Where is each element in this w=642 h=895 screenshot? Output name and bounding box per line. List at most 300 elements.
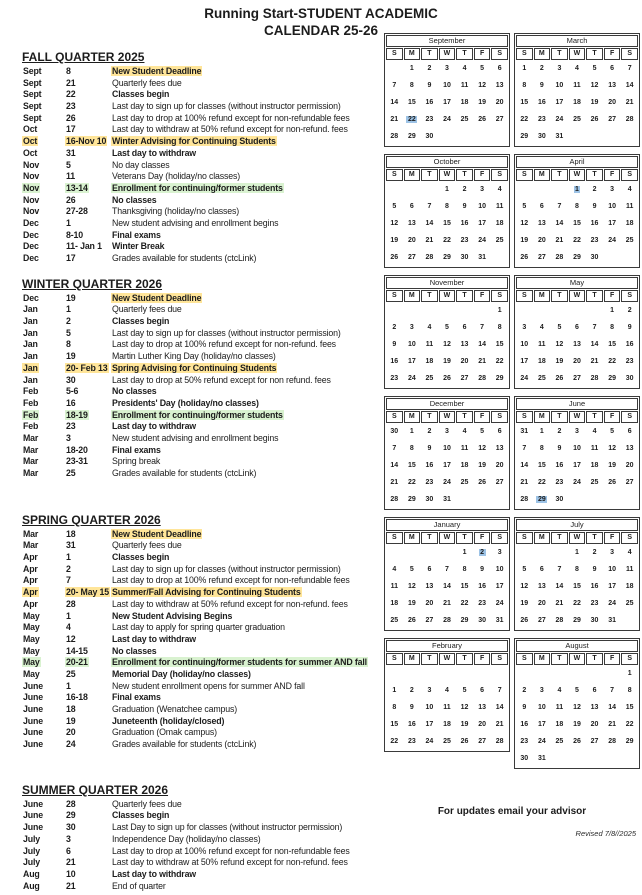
date-cell xyxy=(439,613,456,629)
date-cell xyxy=(491,233,508,249)
event-description-text: Winter Advising for Continuing Students xyxy=(112,136,276,147)
date-number: 11 xyxy=(573,82,581,89)
date-number: 20 xyxy=(495,462,504,469)
event-date-text: 2 xyxy=(66,563,71,574)
event-description-text: Last day to withdraw at 50% refund except for non-refund. fees xyxy=(112,124,348,135)
date-number: 19 xyxy=(443,358,451,365)
date-cell xyxy=(474,129,491,145)
date-number: 25 xyxy=(537,375,546,382)
date-number: 2 xyxy=(427,428,432,435)
date-number: 25 xyxy=(425,375,434,382)
date-cell xyxy=(386,545,403,561)
date-cell xyxy=(456,199,473,215)
date-number: 11 xyxy=(425,341,434,348)
date-cell xyxy=(534,545,551,561)
date-number: 14 xyxy=(520,462,529,469)
date-number: 21 xyxy=(520,479,529,486)
event-month xyxy=(22,669,65,681)
event-month-text: June xyxy=(23,692,43,703)
event-date xyxy=(65,351,111,363)
event-month-text: Feb xyxy=(23,386,39,397)
date-number: 10 xyxy=(478,203,486,210)
calendar-week-row xyxy=(386,717,508,733)
date-cell xyxy=(569,596,586,612)
date-number: 24 xyxy=(537,738,546,745)
event-date-text: 31 xyxy=(66,540,76,551)
date-number: 8 xyxy=(445,203,449,210)
day-header: S xyxy=(516,653,533,665)
event-row xyxy=(22,552,382,564)
date-cell xyxy=(439,666,456,682)
day-header: W xyxy=(569,411,586,423)
event-description-text: New Student Deadline xyxy=(112,66,202,76)
calendar-week-row xyxy=(516,683,638,699)
date-number: 28 xyxy=(495,738,504,745)
day-header: M xyxy=(534,290,551,302)
date-number: 6 xyxy=(539,203,544,210)
quarter-heading: SUMMER QUARTER 2026 xyxy=(22,782,169,797)
date-cell xyxy=(456,303,473,319)
date-cell xyxy=(586,562,603,578)
date-number: 15 xyxy=(390,721,399,728)
date-number: 27 xyxy=(460,375,469,382)
event-date-text: 1 xyxy=(66,304,71,315)
date-cell xyxy=(404,182,421,198)
event-description-text: No day classes xyxy=(112,159,170,170)
date-cell xyxy=(404,475,421,491)
event-row xyxy=(22,810,382,822)
date-cell xyxy=(474,337,491,353)
date-cell xyxy=(421,216,438,232)
date-number: 15 xyxy=(537,462,546,469)
event-description xyxy=(111,456,382,468)
date-cell xyxy=(421,441,438,457)
day-header: W xyxy=(569,532,586,544)
event-date-text: 22 xyxy=(66,89,76,100)
event-month xyxy=(22,810,65,822)
event-description xyxy=(111,540,382,552)
calendar-week-row xyxy=(386,700,508,716)
event-month xyxy=(22,657,65,669)
event-description xyxy=(111,171,382,183)
event-row xyxy=(22,410,382,422)
event-row xyxy=(22,101,382,113)
event-row xyxy=(22,669,382,681)
date-cell xyxy=(474,233,491,249)
date-number: 25 xyxy=(590,479,599,486)
date-cell xyxy=(404,579,421,595)
day-header: F xyxy=(604,411,621,423)
date-cell xyxy=(474,61,491,77)
date-number: 9 xyxy=(557,445,562,452)
date-cell xyxy=(516,475,533,491)
date-number: 10 xyxy=(608,203,616,210)
date-cell xyxy=(421,354,438,370)
date-cell xyxy=(534,216,551,232)
event-month-text: Sept xyxy=(23,89,42,100)
date-number: 16 xyxy=(407,721,416,728)
date-number: 21 xyxy=(478,358,486,365)
date-cell xyxy=(439,182,456,198)
date-cell xyxy=(534,751,551,767)
date-number: 13 xyxy=(407,220,416,227)
event-month xyxy=(22,421,65,433)
date-number: 2 xyxy=(592,549,597,556)
date-cell xyxy=(586,320,603,336)
date-number: 30 xyxy=(390,428,399,435)
date-cell xyxy=(474,424,491,440)
date-cell xyxy=(404,250,421,266)
day-header: S xyxy=(386,169,403,181)
date-cell xyxy=(551,562,568,578)
date-number: 8 xyxy=(575,566,579,573)
day-header: T xyxy=(456,290,473,302)
date-cell xyxy=(456,424,473,440)
day-header: T xyxy=(551,48,568,60)
date-cell xyxy=(456,354,473,370)
date-cell xyxy=(404,441,421,457)
date-cell xyxy=(534,182,551,198)
event-row xyxy=(22,206,382,218)
event-row xyxy=(22,646,382,658)
day-header: T xyxy=(586,169,603,181)
event-date-text: 17 xyxy=(66,253,76,263)
date-number: 19 xyxy=(573,721,581,728)
date-cell xyxy=(474,545,491,561)
date-cell xyxy=(491,129,508,145)
calendar-title-row xyxy=(516,35,638,47)
date-cell xyxy=(551,182,568,198)
event-date-text: 5 xyxy=(66,159,71,170)
date-number: 3 xyxy=(480,186,485,193)
event-row xyxy=(22,339,382,351)
calendar-week-row xyxy=(516,303,638,319)
date-cell xyxy=(491,458,508,474)
date-cell xyxy=(386,371,403,387)
event-description-text: Graduation (Wenatchee campus) xyxy=(112,704,238,714)
date-cell xyxy=(569,545,586,561)
date-number: 14 xyxy=(590,341,599,348)
day-header: S xyxy=(491,290,508,302)
date-number: 4 xyxy=(462,428,467,435)
date-cell xyxy=(491,683,508,699)
event-month-text: Nov xyxy=(23,206,40,217)
date-cell xyxy=(491,199,508,215)
calendar-week-row xyxy=(386,129,508,145)
event-month xyxy=(22,727,65,739)
calendar-title-row xyxy=(516,398,638,410)
calendar-title-row xyxy=(516,156,638,168)
event-month xyxy=(22,386,65,398)
date-number: 20 xyxy=(478,721,486,728)
event-month xyxy=(22,410,65,422)
date-cell xyxy=(439,717,456,733)
date-number: 28 xyxy=(443,617,451,624)
date-number: 13 xyxy=(590,704,599,711)
date-number: 16 xyxy=(590,583,599,590)
event-date-text: 20- May 15 xyxy=(66,587,109,598)
date-cell xyxy=(421,199,438,215)
day-header: W xyxy=(439,411,456,423)
event-month xyxy=(22,857,65,869)
event-date xyxy=(65,529,111,541)
date-number: 16 xyxy=(390,358,399,365)
date-number: 16 xyxy=(625,341,634,348)
date-cell xyxy=(404,199,421,215)
day-header: T xyxy=(421,169,438,181)
event-month-text: Mar xyxy=(23,468,39,478)
event-description xyxy=(111,881,382,893)
date-number: 18 xyxy=(555,721,564,728)
date-number: 13 xyxy=(537,583,546,590)
date-cell xyxy=(456,233,473,249)
calendar-day-header-row xyxy=(386,48,508,60)
calendar-week-row xyxy=(386,182,508,198)
calendar-week-row xyxy=(386,112,508,128)
date-cell xyxy=(586,371,603,387)
mini-calendar-april xyxy=(514,154,640,268)
date-cell xyxy=(404,354,421,370)
event-month-text: Mar xyxy=(23,540,39,551)
date-number: 3 xyxy=(557,65,562,72)
date-cell xyxy=(604,475,621,491)
date-number: 9 xyxy=(480,566,485,573)
date-cell xyxy=(439,199,456,215)
date-number: 11 xyxy=(590,445,599,452)
date-number: 30 xyxy=(478,617,486,624)
event-date-text: 19 xyxy=(66,351,76,362)
date-cell xyxy=(551,683,568,699)
date-cell xyxy=(456,320,473,336)
date-number: 23 xyxy=(407,738,416,745)
date-number: 23 xyxy=(625,358,634,365)
date-number: 16 xyxy=(555,462,564,469)
event-description-text: Juneteenth (holiday/closed) xyxy=(112,715,225,726)
calendar-week-row xyxy=(386,666,508,682)
event-row xyxy=(22,160,382,172)
calendar-week-row xyxy=(516,354,638,370)
date-cell xyxy=(534,492,551,508)
day-header: M xyxy=(404,532,421,544)
date-cell xyxy=(569,95,586,111)
day-header: T xyxy=(551,411,568,423)
event-row xyxy=(22,822,382,834)
date-number: 2 xyxy=(522,687,527,694)
date-cell xyxy=(421,683,438,699)
event-date-text: 7 xyxy=(66,575,71,586)
date-number: 24 xyxy=(425,738,434,745)
date-cell xyxy=(491,475,508,491)
day-header: T xyxy=(551,290,568,302)
date-cell xyxy=(474,303,491,319)
date-number: 15 xyxy=(495,341,504,348)
event-description-text: Final exams xyxy=(112,692,161,703)
date-cell xyxy=(516,337,533,353)
event-month xyxy=(22,599,65,611)
date-cell xyxy=(586,78,603,94)
date-cell xyxy=(421,61,438,77)
date-number: 24 xyxy=(443,479,451,486)
quarter-sections xyxy=(22,50,382,892)
date-number: 11 xyxy=(443,704,451,711)
date-cell xyxy=(421,303,438,319)
date-cell xyxy=(456,216,473,232)
date-number: 21 xyxy=(555,600,564,607)
date-cell xyxy=(534,337,551,353)
calendar-month-title: February xyxy=(386,640,508,652)
event-date xyxy=(65,456,111,468)
date-number: 4 xyxy=(539,324,544,331)
date-number: 18 xyxy=(625,220,634,227)
day-header: M xyxy=(534,48,551,60)
date-cell xyxy=(456,78,473,94)
date-cell xyxy=(516,112,533,128)
date-cell xyxy=(421,579,438,595)
date-cell xyxy=(516,492,533,508)
event-date xyxy=(65,386,111,398)
date-number: 20 xyxy=(590,721,599,728)
date-cell xyxy=(439,458,456,474)
event-description xyxy=(111,339,382,351)
event-description xyxy=(111,529,382,541)
date-cell xyxy=(551,320,568,336)
date-number: 26 xyxy=(443,375,451,382)
calendar-day-header-row xyxy=(516,653,638,665)
date-number: 10 xyxy=(443,445,451,452)
date-number: 5 xyxy=(462,687,467,694)
event-row xyxy=(22,386,382,398)
day-header: T xyxy=(551,653,568,665)
date-cell xyxy=(439,734,456,750)
date-cell xyxy=(421,545,438,561)
event-date-text: 12 xyxy=(66,633,76,644)
date-cell xyxy=(456,182,473,198)
date-cell xyxy=(456,441,473,457)
event-description-text: Grades available for students (ctcLink) xyxy=(112,468,257,478)
date-cell xyxy=(569,700,586,716)
event-month xyxy=(22,634,65,646)
date-cell xyxy=(586,95,603,111)
day-header: F xyxy=(604,290,621,302)
date-cell xyxy=(491,303,508,319)
event-description-text: New student advising and enrollment begins xyxy=(112,217,279,228)
date-number: 16 xyxy=(478,583,486,590)
date-cell xyxy=(621,182,638,198)
date-number: 5 xyxy=(522,203,527,210)
date-cell xyxy=(569,233,586,249)
event-month-text: Apr xyxy=(23,587,38,598)
event-row xyxy=(22,89,382,101)
calendar-week-row xyxy=(386,337,508,353)
day-header: F xyxy=(474,290,491,302)
event-row xyxy=(22,540,382,552)
day-header: T xyxy=(551,169,568,181)
event-date xyxy=(65,304,111,316)
date-number: 2 xyxy=(462,186,467,193)
date-cell xyxy=(456,475,473,491)
event-date-text: 16 xyxy=(66,397,76,408)
date-number: 10 xyxy=(537,704,546,711)
event-description-text: Graduation (Omak campus) xyxy=(112,727,217,738)
date-cell xyxy=(491,545,508,561)
day-header: W xyxy=(439,290,456,302)
date-number: 27 xyxy=(537,254,546,261)
date-cell xyxy=(421,717,438,733)
date-cell xyxy=(474,475,491,491)
date-number: 15 xyxy=(625,704,634,711)
date-cell xyxy=(516,579,533,595)
date-number: 17 xyxy=(443,462,451,469)
event-row xyxy=(22,681,382,693)
calendar-week-row xyxy=(516,320,638,336)
date-cell xyxy=(534,475,551,491)
date-number: 4 xyxy=(497,186,502,193)
date-cell xyxy=(516,320,533,336)
event-date xyxy=(65,218,111,230)
date-number: 25 xyxy=(460,479,469,486)
date-number: 19 xyxy=(407,600,416,607)
event-row xyxy=(22,869,382,881)
date-number: 3 xyxy=(445,428,449,435)
date-cell xyxy=(569,492,586,508)
date-cell xyxy=(621,61,638,77)
event-date-text: 1 xyxy=(66,552,71,563)
date-cell xyxy=(421,233,438,249)
event-description xyxy=(111,468,382,480)
event-date xyxy=(65,230,111,242)
calendar-week-row xyxy=(516,61,638,77)
date-number: 1 xyxy=(462,549,467,556)
calendar-day-header-row xyxy=(516,169,638,181)
event-description-text: Last day to sign up for classes (without instructor permission) xyxy=(112,327,341,338)
event-description-text: Classes begin xyxy=(112,810,170,821)
calendar-week-row xyxy=(516,475,638,491)
day-header: S xyxy=(491,411,508,423)
calendar-week-row xyxy=(386,320,508,336)
event-date xyxy=(65,822,111,834)
event-month xyxy=(22,89,65,101)
event-row xyxy=(22,304,382,316)
event-date xyxy=(65,101,111,113)
event-description xyxy=(111,136,382,148)
date-number: 23 xyxy=(520,738,529,745)
date-cell xyxy=(386,95,403,111)
event-month xyxy=(22,692,65,704)
date-number: 26 xyxy=(460,738,469,745)
date-number: 25 xyxy=(495,237,504,244)
quarter-section xyxy=(22,783,382,893)
event-date-text: 18-20 xyxy=(66,444,88,455)
date-cell xyxy=(491,562,508,578)
date-number: 5 xyxy=(480,65,485,72)
event-row xyxy=(22,230,382,242)
date-number: 20 xyxy=(460,358,469,365)
calendar-week-row xyxy=(516,129,638,145)
calendar-week-row xyxy=(386,596,508,612)
event-date-text: 19 xyxy=(66,292,76,303)
calendar-week-row xyxy=(386,303,508,319)
date-cell xyxy=(569,717,586,733)
date-number: 27 xyxy=(495,479,504,486)
date-cell xyxy=(404,78,421,94)
date-number: 28 xyxy=(425,254,434,261)
date-number: 24 xyxy=(407,375,416,382)
mini-calendar-november xyxy=(384,275,510,389)
date-number: 18 xyxy=(443,721,451,728)
date-number: 11 xyxy=(460,82,469,89)
event-description-text: Thanksgiving (holiday/no classes) xyxy=(112,206,240,217)
day-header: M xyxy=(404,290,421,302)
